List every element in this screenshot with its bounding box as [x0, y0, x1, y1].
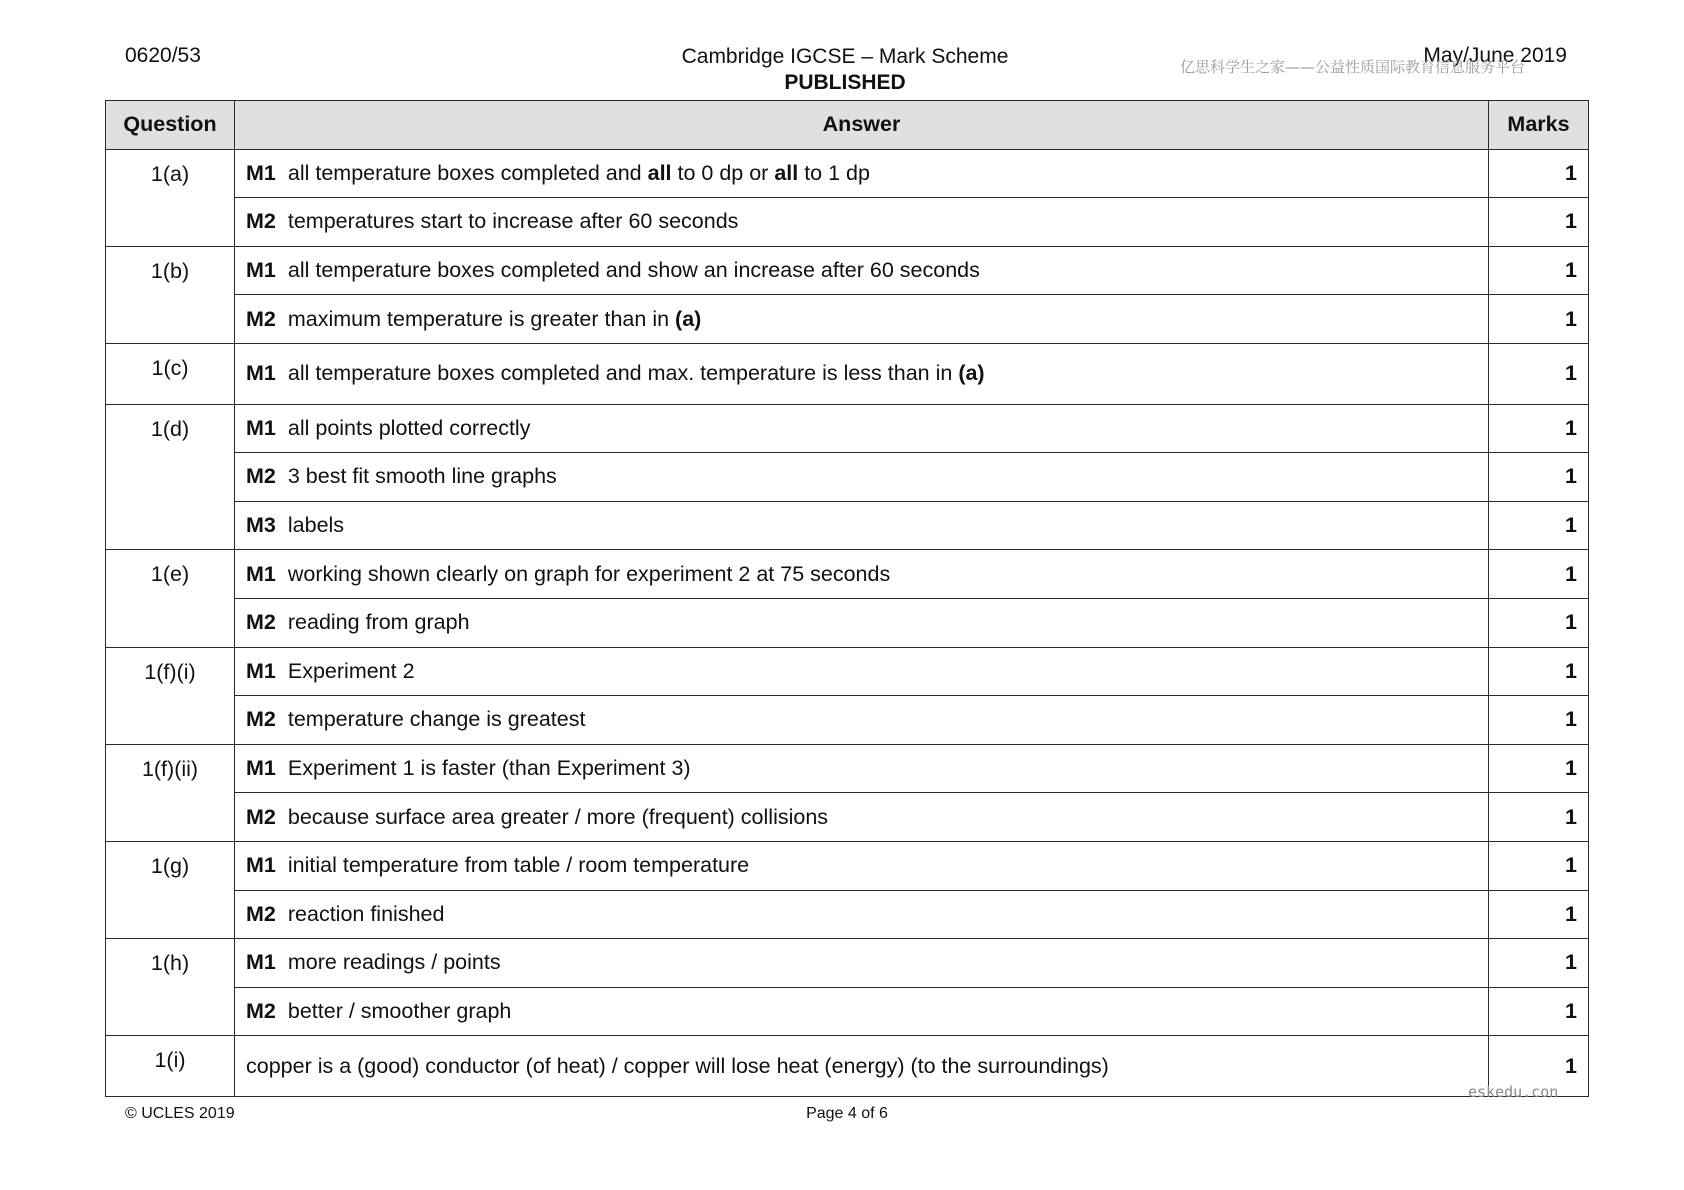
table-row — [106, 295, 1589, 344]
answer-cell — [235, 696, 1489, 745]
question-number: 1(f)(i) — [106, 647, 235, 744]
table-row — [106, 939, 1589, 988]
table-row — [106, 647, 1589, 696]
answer-column-header: Answer — [235, 101, 1489, 150]
mark-code: M1 — [246, 361, 276, 386]
mark-code: M1 — [246, 853, 276, 878]
marks-value: 1 — [1489, 647, 1589, 696]
question-number: 1(h) — [106, 939, 235, 1036]
question-number: 1(d) — [106, 404, 235, 550]
answer-text: maximum temperature is greater than in — [287, 306, 676, 331]
answer-cell — [235, 890, 1489, 939]
mark-code: M1 — [246, 415, 276, 440]
mark-code: M2 — [246, 209, 276, 234]
marks-value: 1 — [1489, 598, 1589, 647]
mark-code: M1 — [246, 950, 276, 975]
table-row — [106, 404, 1589, 453]
mark-code: M1 — [246, 160, 276, 185]
answer-cell — [235, 343, 1489, 404]
marks-value: 1 — [1489, 198, 1589, 247]
answer-text: temperature change is greatest — [287, 707, 586, 732]
table-body — [106, 149, 1589, 1096]
answer-text: (a) — [958, 361, 985, 386]
answer-cell — [235, 246, 1489, 295]
answer-cell — [235, 1036, 1489, 1097]
marks-value: 1 — [1489, 696, 1589, 745]
mark-code: M2 — [246, 464, 276, 489]
marks-column-header: Marks — [1489, 101, 1589, 150]
answer-cell — [235, 744, 1489, 793]
answer-text: better / smoother graph — [287, 998, 512, 1023]
question-number: 1(f)(ii) — [106, 744, 235, 841]
answer-cell — [235, 841, 1489, 890]
answer-text: all points plotted correctly — [287, 415, 531, 440]
question-number: 1(b) — [106, 246, 235, 343]
table-row — [106, 343, 1589, 404]
answer-text: reaction finished — [287, 901, 445, 926]
exam-session: May/June 2019 — [1423, 44, 1567, 67]
question-number: 1(a) — [106, 149, 235, 246]
marks-value: 1 — [1489, 1036, 1589, 1097]
table-row — [106, 841, 1589, 890]
answer-text: all temperature boxes completed and — [287, 160, 648, 185]
answer-text: all temperature boxes completed and show an increase after 60 seconds — [287, 258, 980, 283]
marks-value: 1 — [1489, 550, 1589, 599]
table-row — [106, 696, 1589, 745]
question-number: 1(i) — [106, 1036, 235, 1097]
answer-cell — [235, 647, 1489, 696]
mark-code: M1 — [246, 561, 276, 586]
table-row — [106, 598, 1589, 647]
answer-cell — [235, 198, 1489, 247]
mark-code: M2 — [246, 804, 276, 829]
table-row — [106, 198, 1589, 247]
question-column-header: Question — [106, 101, 235, 150]
document-title: Cambridge IGCSE – Mark Scheme — [681, 45, 1009, 68]
mark-code: M1 — [246, 658, 276, 683]
table-row — [106, 793, 1589, 842]
marks-value: 1 — [1489, 246, 1589, 295]
question-number: 1(g) — [106, 841, 235, 938]
answer-text: Experiment 1 is faster (than Experiment 3) — [287, 756, 691, 781]
published-label: PUBLISHED — [784, 71, 906, 94]
table-row — [106, 246, 1589, 295]
answer-text: reading from graph — [287, 610, 470, 635]
table-row — [106, 149, 1589, 198]
table-row — [106, 453, 1589, 502]
marks-value: 1 — [1489, 501, 1589, 550]
marks-value: 1 — [1489, 295, 1589, 344]
marks-value: 1 — [1489, 841, 1589, 890]
mark-code: M2 — [246, 610, 276, 635]
watermark-chinese: 亿思科学生之家——公益性质国际教育信息服务平台 — [1180, 58, 1526, 76]
answer-text: 3 best fit smooth line graphs — [287, 464, 557, 489]
mark-code: M2 — [246, 306, 276, 331]
answer-cell — [235, 404, 1489, 453]
mark-code: M2 — [246, 707, 276, 732]
answer-text: because surface area greater / more (frequent) collisions — [287, 804, 829, 829]
table-header-row — [106, 101, 1589, 150]
answer-cell — [235, 987, 1489, 1036]
paper-code: 0620/53 — [125, 44, 201, 67]
marks-value: 1 — [1489, 149, 1589, 198]
marks-value: 1 — [1489, 404, 1589, 453]
marks-value: 1 — [1489, 744, 1589, 793]
page-number: Page 4 of 6 — [806, 1105, 888, 1122]
answer-text: all — [774, 160, 799, 185]
mark-code: M2 — [246, 901, 276, 926]
question-number: 1(e) — [106, 550, 235, 647]
answer-cell — [235, 295, 1489, 344]
answer-text: temperatures start to increase after 60 seconds — [287, 209, 739, 234]
table-row — [106, 890, 1589, 939]
table-row — [106, 987, 1589, 1036]
marks-value: 1 — [1489, 343, 1589, 404]
answer-cell — [235, 793, 1489, 842]
answer-text: copper is a (good) conductor (of heat) / copper will lose heat (energy) (to the surroundings) — [246, 1053, 1109, 1078]
answer-text: to 1 dp — [798, 160, 870, 185]
watermark-url: eskedu.con — [1468, 1083, 1559, 1101]
mark-scheme-table — [105, 100, 1589, 1097]
marks-value: 1 — [1489, 939, 1589, 988]
answer-text: (a) — [675, 306, 702, 331]
mark-code: M3 — [246, 513, 276, 538]
table-row — [106, 1036, 1589, 1097]
answer-cell — [235, 501, 1489, 550]
copyright: © UCLES 2019 — [125, 1105, 235, 1122]
mark-code: M1 — [246, 756, 276, 781]
answer-cell — [235, 453, 1489, 502]
answer-text: all — [647, 160, 672, 185]
answer-text: all temperature boxes completed and max. temperature is less than in — [287, 361, 959, 386]
answer-text: working shown clearly on graph for experiment 2 at 75 seconds — [287, 561, 891, 586]
answer-text: Experiment 2 — [287, 658, 415, 683]
answer-text: more readings / points — [287, 950, 501, 975]
answer-cell — [235, 598, 1489, 647]
table-row — [106, 744, 1589, 793]
answer-text: initial temperature from table / room temperature — [287, 853, 750, 878]
question-number: 1(c) — [106, 343, 235, 404]
answer-cell — [235, 939, 1489, 988]
marks-value: 1 — [1489, 453, 1589, 502]
marks-value: 1 — [1489, 890, 1589, 939]
mark-code: M2 — [246, 998, 276, 1023]
answer-cell — [235, 149, 1489, 198]
table-row — [106, 501, 1589, 550]
table-row — [106, 550, 1589, 599]
answer-text: to 0 dp or — [671, 160, 775, 185]
marks-value: 1 — [1489, 987, 1589, 1036]
answer-cell — [235, 550, 1489, 599]
marks-value: 1 — [1489, 793, 1589, 842]
answer-text: labels — [287, 513, 345, 538]
mark-code: M1 — [246, 258, 276, 283]
